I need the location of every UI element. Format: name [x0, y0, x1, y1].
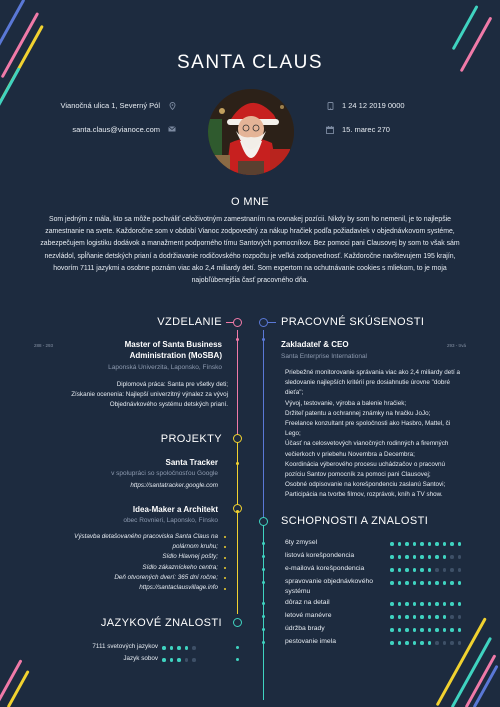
education-title: VZDELANIE [157, 316, 222, 328]
rating-dot [435, 555, 439, 559]
skill-label: pestovanie imela [285, 638, 337, 645]
rating-dot [428, 602, 432, 606]
rating-dot [428, 615, 432, 619]
rating-dot [413, 628, 417, 632]
rating-dot [405, 555, 409, 559]
rating-dot [428, 628, 432, 632]
skill-label: 6ty zmysel [285, 539, 318, 546]
rating-dot [458, 568, 462, 572]
rating-dot [398, 581, 402, 585]
projects-title: PROJEKTY [160, 433, 222, 445]
education-school: Laponská Univerzita, Laponsko, Fínsko [108, 364, 222, 371]
skill-rating [390, 602, 461, 606]
rating-dot [443, 641, 447, 645]
timeline-node [259, 517, 268, 526]
rating-dot [398, 568, 402, 572]
skill-marker [262, 641, 265, 644]
skill-row [285, 611, 385, 621]
skill-marker [262, 628, 265, 631]
rating-dot [450, 628, 454, 632]
rating-dot [170, 658, 174, 662]
timeline-node [259, 318, 268, 327]
skill-label: údržba brady [285, 625, 325, 632]
rating-dot [428, 555, 432, 559]
rating-dot [435, 581, 439, 585]
rating-dot [450, 602, 454, 606]
birthdate-text: 15. marec 270 [342, 125, 390, 134]
project-item-marker [224, 567, 226, 569]
rating-dot [458, 581, 462, 585]
rating-dot [177, 658, 181, 662]
timeline-node [233, 318, 242, 327]
rating-dot [420, 641, 424, 645]
skill-rating [390, 542, 461, 546]
timeline-line-teal [263, 520, 265, 700]
skill-rating [390, 628, 461, 632]
rating-dot [450, 581, 454, 585]
rating-dot [398, 555, 402, 559]
project-2-item: Sídlo zákazníckeho centra; [142, 563, 218, 571]
rating-dot [192, 658, 196, 662]
rating-dot [450, 641, 454, 645]
contact-birthdate [326, 125, 390, 134]
timeline-node [233, 618, 242, 627]
decor-stripe [465, 654, 497, 707]
project-item-marker [224, 546, 226, 548]
contact-phone [326, 101, 405, 110]
skill-row [285, 577, 385, 597]
rating-dot [458, 555, 462, 559]
rating-dot [428, 641, 432, 645]
project-item-marker [224, 536, 226, 538]
experience-item: Freelance konzultant pre spoločnosti ako Hasbro, Mattel, či Lego; [285, 420, 451, 438]
skill-marker [262, 615, 265, 618]
rating-dot [458, 542, 462, 546]
rating-dot [398, 628, 402, 632]
project-item-marker [224, 557, 226, 559]
phone-icon [326, 102, 334, 110]
experience-years: 293 - trvá [446, 343, 466, 348]
skill-row [285, 551, 385, 561]
skill-marker [262, 581, 265, 584]
rating-dot [458, 615, 462, 619]
rating-dot [413, 615, 417, 619]
rating-dot [192, 646, 196, 650]
experience-item: Koordinácia výberového procesu uchádzačov o pracovnú pozíciu Santov pomocník za pomoci pani Clausovej; [285, 460, 445, 479]
about-text: Som jedným z mála, kto sa môže pochváliť celoživotným zamestnaním na rovnakej pozícii. Nikdy by som ho nemenil, je to najlepšie zamestnanie na svete. Každoročne som v období Vianoc zodpovedný za nákup hračiek podľa požiadaviek v objednávkovom systéme, zabezpečujem logistiku dodávok a manažment podporného tímu Santových pomocníkov. Bez pomoci pani Clausovej by som to však sám nezvládol, spĺňanie detských prianí a dodržiavanie rodičovského rozpočtu je veľká zodpovednosť. Každoročne navštevujem 195 krajín, hovorím 7111 jazykmi a osobne poznám viac ako 2,4 miliardy detí. Som expertom na ochutnávanie cookies s mliekom, to je moja najobľúbenejšia časť pracovného dňa. [40, 216, 460, 285]
project-2-title: Idea-Maker a Architekt [132, 505, 218, 514]
education-item: Objednávkového systému detských prianí. [109, 401, 228, 409]
email-text: santa.claus@vianoce.com [72, 125, 160, 134]
education-years: 288 - 293 [34, 343, 54, 348]
rating-dot [390, 641, 394, 645]
rating-dot [443, 615, 447, 619]
skill-rating [390, 555, 461, 559]
rating-dot [398, 542, 402, 546]
contact-email [20, 125, 176, 134]
rating-dot [185, 658, 189, 662]
skill-row [285, 637, 385, 647]
education-degree-line1: Master of Santa Business [124, 340, 222, 349]
language-marker [236, 646, 239, 649]
rating-dot [458, 628, 462, 632]
project-2-sub: obec Rovnieri, Laponsko, Fínsko [123, 517, 218, 524]
experience-company: Santa Enterprise International [281, 353, 367, 360]
rating-dot [413, 641, 417, 645]
about-title: O MNE [230, 196, 270, 208]
rating-dot [390, 568, 394, 572]
profile-photo [208, 89, 294, 175]
rating-dot [420, 555, 424, 559]
project-2-items [30, 532, 218, 593]
timeline-tick [226, 322, 234, 323]
rating-dot [450, 555, 454, 559]
rating-dot [413, 581, 417, 585]
experience-role: Zakladateľ & CEO [281, 340, 349, 349]
rating-dot [398, 615, 402, 619]
project-1-link[interactable]: https://santatracker.google.com [130, 482, 218, 489]
language-label: 7111 svetových jazykov [92, 643, 158, 650]
project-2-item: Výstavba detašovaného pracoviska Santa Claus na [74, 533, 218, 540]
rating-dot [420, 615, 424, 619]
skill-row [285, 598, 385, 608]
language-rating [162, 646, 196, 650]
skill-rating [390, 641, 461, 645]
skill-label-line2: systému [285, 588, 311, 595]
rating-dot [162, 658, 166, 662]
project-2-item: Sídlo Hlavnej pošty; [162, 553, 218, 561]
envelope-icon [168, 126, 176, 134]
skill-label: dôraz na detail [285, 599, 330, 606]
rating-dot [413, 542, 417, 546]
rating-dot [177, 646, 181, 650]
skill-marker [262, 555, 265, 558]
calendar-icon [326, 126, 334, 134]
timeline-node [233, 434, 242, 443]
experience-item: Participácia na tvorbe filmov, rozprávok, kníh a TV show. [285, 491, 443, 499]
rating-dot [428, 568, 432, 572]
rating-dot [390, 581, 394, 585]
experience-item: Účasť na celosvetových vianočných rodinných a firemných večierkoch v priebehu Novembra a Decembra; [285, 440, 449, 458]
skill-rating [390, 581, 461, 585]
education-item: Získanie ocenenia: Najlepší univerzitný výnalez za vývoj [71, 391, 228, 399]
experience-item: Držiteľ patentu a ochrannej známky na hračku JoJo; [285, 409, 431, 417]
rating-dot [420, 568, 424, 572]
skill-label: spravovanie objednávkového [285, 578, 374, 585]
rating-dot [162, 646, 166, 650]
skill-marker [262, 568, 265, 571]
rating-dot [405, 641, 409, 645]
education-item: Diplomová práca: Santa pre všetky deti; [116, 381, 228, 388]
languages-title: JAZYKOVÉ ZNALOSTI [100, 617, 222, 629]
skill-marker [262, 602, 265, 605]
rating-dot [398, 641, 402, 645]
rating-dot [413, 568, 417, 572]
skill-marker [262, 542, 265, 545]
rating-dot [443, 581, 447, 585]
map-pin-icon [168, 102, 176, 110]
rating-dot [435, 615, 439, 619]
language-marker [236, 658, 239, 661]
rating-dot [450, 615, 454, 619]
timeline-dot [236, 338, 239, 341]
rating-dot [420, 628, 424, 632]
rating-dot [443, 568, 447, 572]
contact-address [20, 101, 176, 110]
language-rating [162, 658, 196, 662]
project-1-title: Santa Tracker [165, 458, 218, 467]
rating-dot [413, 602, 417, 606]
timeline-dot [236, 510, 239, 513]
education-degree-line2: Administration (MoSBA) [129, 351, 222, 360]
timeline-tick [268, 322, 276, 323]
project-1-sub: v spolupráci so spoločnosťou Google [111, 470, 218, 477]
project-2-item: Deň otvorených dverí: 365 dní ročne; [114, 573, 218, 581]
language-label: Jazyk sobov [123, 655, 158, 662]
address-text: Vianočná ulica 1, Severný Pól [60, 101, 160, 110]
decor-stripe [0, 0, 25, 54]
rating-dot [405, 568, 409, 572]
rating-dot [435, 641, 439, 645]
rating-dot [443, 555, 447, 559]
project-item-marker [224, 577, 226, 579]
skills-title: SCHOPNOSTI A ZNALOSTI [281, 515, 429, 527]
rating-dot [443, 602, 447, 606]
skill-row [285, 624, 385, 634]
rating-dot [170, 646, 174, 650]
rating-dot [405, 602, 409, 606]
experience-title: PRACOVNÉ SKÚSENOSTI [281, 316, 425, 328]
rating-dot [443, 542, 447, 546]
rating-dot [390, 615, 394, 619]
skill-label: e-mailová korešpondencia [285, 565, 365, 572]
rating-dot [428, 581, 432, 585]
rating-dot [435, 542, 439, 546]
rating-dot [405, 581, 409, 585]
project-2-item: polárnom kruhu; [172, 543, 218, 551]
person-name: SANTA CLAUS [176, 52, 324, 73]
experience-item: Vývoj, testovanie, výroba a balenie hračiek; [285, 399, 407, 407]
skill-row [285, 538, 385, 548]
rating-dot [435, 568, 439, 572]
timeline-line-blue [263, 330, 265, 520]
rating-dot [185, 646, 189, 650]
timeline-line-pink [237, 330, 239, 438]
timeline-dot [262, 338, 265, 341]
phone-text: 1 24 12 2019 0000 [342, 101, 405, 110]
experience-item: Priebežné monitorovanie správania viac ako 2,4 miliardy detí a sledovanie najlepších kritérií pre dosiahnutie úrovne "dobré dieťa"; [285, 369, 461, 397]
education-degree [100, 339, 222, 361]
rating-dot [443, 628, 447, 632]
rating-dot [450, 542, 454, 546]
rating-dot [390, 542, 394, 546]
skill-label: letové manévre [285, 612, 332, 619]
project-2-link[interactable]: https://santaclausvillage.info [139, 584, 218, 592]
rating-dot [398, 602, 402, 606]
skill-row [285, 564, 385, 574]
rating-dot [458, 602, 462, 606]
education-items [50, 380, 228, 411]
experience-items [285, 368, 465, 501]
rating-dot [428, 542, 432, 546]
timeline-dot [236, 462, 239, 465]
rating-dot [420, 542, 424, 546]
rating-dot [413, 555, 417, 559]
rating-dot [458, 641, 462, 645]
rating-dot [420, 581, 424, 585]
skill-rating [390, 568, 461, 572]
rating-dot [405, 542, 409, 546]
rating-dot [435, 628, 439, 632]
rating-dot [390, 628, 394, 632]
project-item-marker [224, 588, 226, 590]
rating-dot [405, 628, 409, 632]
skill-label: listová korešpondencia [285, 552, 355, 559]
rating-dot [450, 568, 454, 572]
rating-dot [405, 615, 409, 619]
experience-item: Osobné odpisovanie na korešpondenciu zaslanú Santovi; [285, 481, 446, 489]
rating-dot [420, 602, 424, 606]
rating-dot [390, 602, 394, 606]
skill-rating [390, 615, 461, 619]
rating-dot [435, 602, 439, 606]
rating-dot [390, 555, 394, 559]
